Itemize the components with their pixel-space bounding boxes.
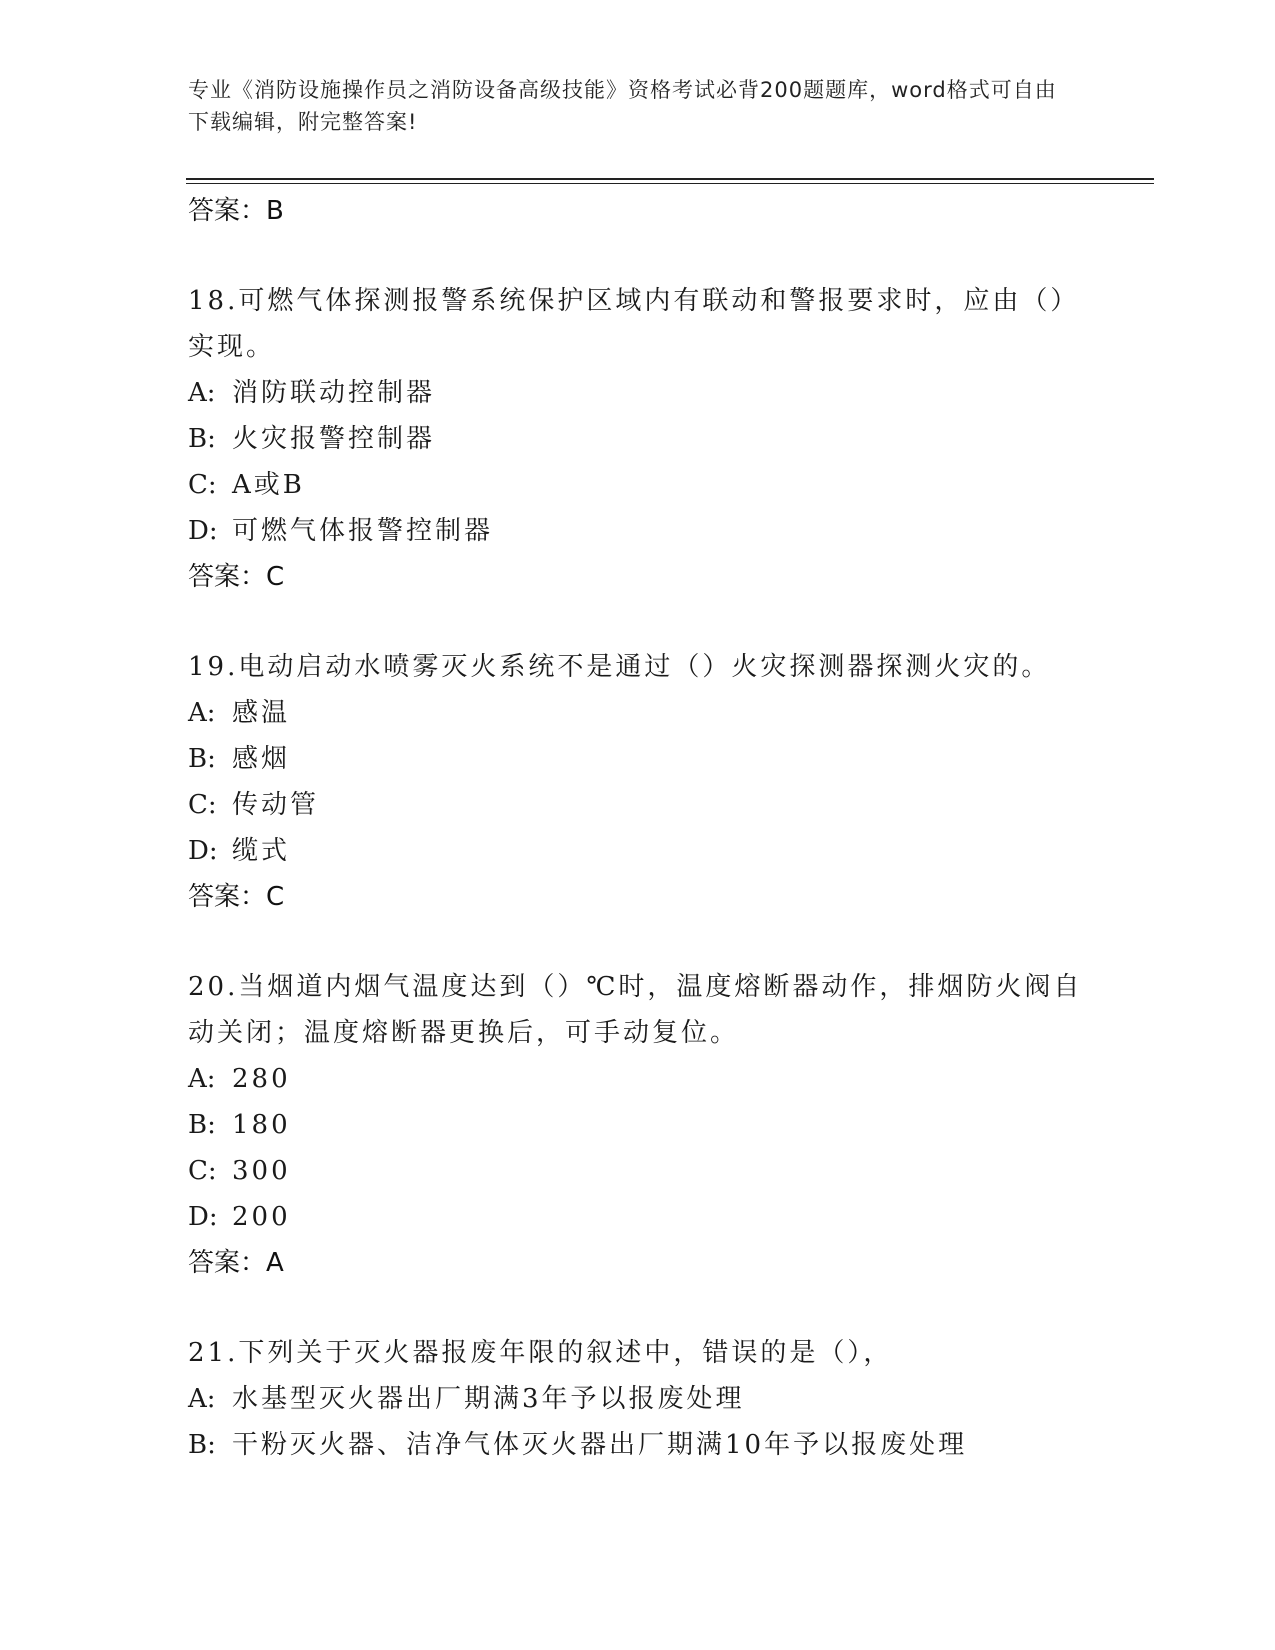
answer-label: 答案：C xyxy=(188,882,285,912)
option-key: C: xyxy=(188,790,217,820)
option-key: C: xyxy=(188,470,217,500)
question-18 xyxy=(188,278,1088,600)
option-text: A或B xyxy=(232,470,305,500)
option-text: 水基型灭火器出厂期满3年予以报废处理 xyxy=(232,1384,745,1414)
option-b xyxy=(188,416,1088,462)
option-text: 缆式 xyxy=(232,836,291,866)
option-d xyxy=(188,1194,1088,1240)
option-text: 火灾报警控制器 xyxy=(232,424,436,454)
spacer xyxy=(188,600,1088,644)
option-b xyxy=(188,1422,1088,1468)
option-text: 200 xyxy=(232,1202,291,1232)
option-a xyxy=(188,1376,1088,1422)
header-rule xyxy=(186,178,1154,180)
option-text: 感温 xyxy=(232,698,291,728)
option-b xyxy=(188,1102,1088,1148)
question-stem: 20.当烟道内烟气温度达到（）℃时，温度熔断器动作，排烟防火阀自动关闭；温度熔断器更换后，可手动复位。 xyxy=(188,972,1083,1048)
option-key: D: xyxy=(188,836,218,866)
option-text: 消防联动控制器 xyxy=(232,378,436,408)
option-key: A: xyxy=(188,1064,216,1094)
option-key: B: xyxy=(188,1110,216,1140)
option-d xyxy=(188,508,1088,554)
option-c xyxy=(188,1148,1088,1194)
option-key: D: xyxy=(188,516,218,546)
question-stem: 18.可燃气体探测报警系统保护区域内有联动和警报要求时，应由（）实现。 xyxy=(188,286,1080,362)
option-text: 感烟 xyxy=(232,744,291,774)
question-21 xyxy=(188,1330,1088,1468)
option-text: 可燃气体报警控制器 xyxy=(232,516,494,546)
answer-label: 答案：A xyxy=(188,1248,284,1278)
option-text: 干粉灭火器、洁净气体灭火器出厂期满10年予以报废处理 xyxy=(232,1430,968,1460)
header-rule-thin xyxy=(186,183,1154,184)
option-key: B: xyxy=(188,1430,216,1460)
option-key: C: xyxy=(188,1156,217,1186)
option-key: D: xyxy=(188,1202,218,1232)
option-text: 180 xyxy=(232,1110,291,1140)
document-header xyxy=(188,74,1068,138)
option-c xyxy=(188,782,1088,828)
question-stem: 19.电动启动水喷雾灭火系统不是通过（）火灾探测器探测火灾的。 xyxy=(188,652,1051,682)
answer-label: 答案：C xyxy=(188,562,285,592)
option-a xyxy=(188,370,1088,416)
answer-label: 答案：B xyxy=(188,196,284,226)
question-20 xyxy=(188,964,1088,1286)
option-b xyxy=(188,736,1088,782)
option-key: A: xyxy=(188,378,216,408)
option-key: A: xyxy=(188,698,216,728)
option-text: 280 xyxy=(232,1064,291,1094)
question-list xyxy=(188,188,1088,1468)
option-key: A: xyxy=(188,1384,216,1414)
option-text: 传动管 xyxy=(232,790,320,820)
option-d xyxy=(188,828,1088,874)
option-key: B: xyxy=(188,744,216,774)
header-text: 专业《消防设施操作员之消防设备高级技能》资格考试必背200题题库，word格式可自由下载编辑，附完整答案! xyxy=(188,78,1057,134)
spacer xyxy=(188,920,1088,964)
option-c xyxy=(188,462,1088,508)
spacer xyxy=(188,1286,1088,1330)
option-key: B: xyxy=(188,424,216,454)
question-19 xyxy=(188,644,1088,920)
spacer xyxy=(188,234,1088,278)
option-a xyxy=(188,1056,1088,1102)
option-a xyxy=(188,690,1088,736)
option-text: 300 xyxy=(232,1156,291,1186)
question-stem: 21.下列关于灭火器报废年限的叙述中，错误的是（）， xyxy=(188,1338,893,1368)
